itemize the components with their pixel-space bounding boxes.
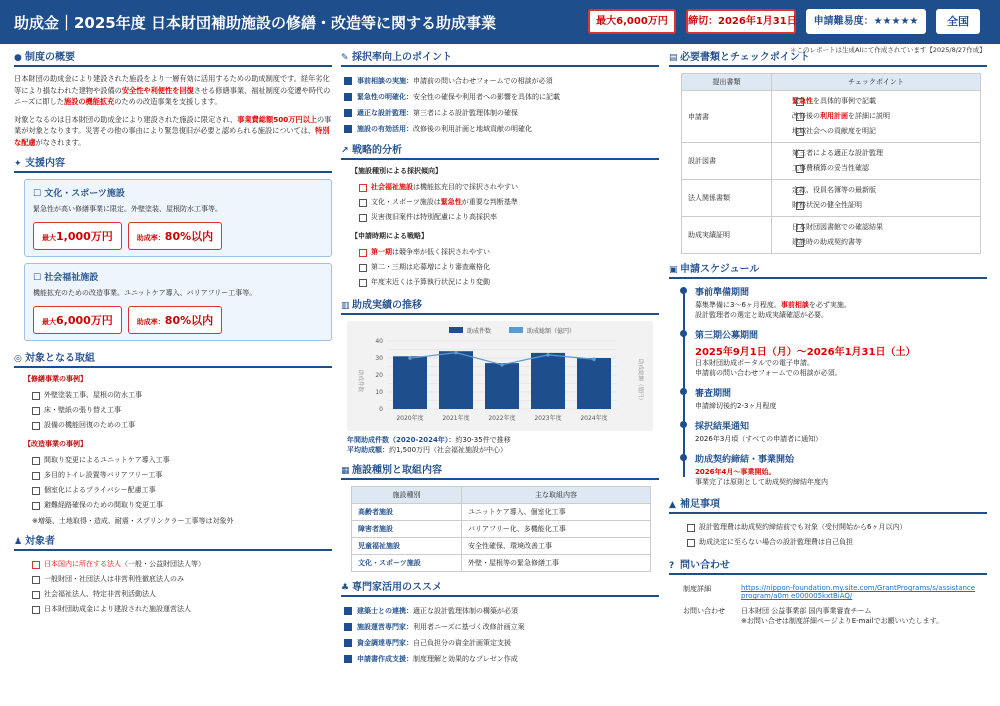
list-item: 建設時の助成契約書等 — [778, 235, 974, 250]
warning-icon: ▲ — [669, 500, 676, 510]
page-title: 助成金｜2025年度 日本財団補助施設の修繕・改造等に関する助成事業 — [14, 14, 496, 32]
col-header: チェックポイント — [772, 74, 981, 91]
total-point — [454, 351, 458, 355]
document-icon: ▤ — [669, 53, 678, 63]
chart-icon: ▥ — [341, 301, 350, 311]
difficulty-badge: 申請難易度：★★★★★ — [806, 9, 926, 34]
section-strategy: ↗ 戦略的分析 — [341, 141, 659, 160]
y-tick-label: 20 — [375, 372, 383, 379]
x-tick-label: 2020年度 — [396, 415, 424, 422]
section-types: ▦ 施設種別と取組内容 — [341, 461, 659, 480]
table-row: 法人関係書類 定款、役員名簿等の最新版 財務状況の健全性証明 — [682, 180, 981, 217]
y-tick-label: 40 — [375, 338, 383, 345]
list-item: 間取り変更によるユニットケア導入工事 — [14, 453, 332, 468]
table-row: 障害者施設 バリアフリー化、多機能化工事 — [352, 521, 651, 538]
section-results: ▥ 助成実績の推移 — [341, 296, 659, 315]
bar — [531, 353, 565, 409]
points-list — [341, 73, 659, 137]
legend-total: 助成総額（億円） — [527, 328, 576, 335]
x-tick-label: 2024年度 — [580, 415, 608, 422]
results-chart — [349, 323, 649, 427]
support-card-desc: 緊急性が高い修繕事業に限定。外壁塗装、屋根防水工事等。 — [33, 205, 222, 213]
user-tie-icon: ♣ — [341, 583, 350, 593]
legend-swatch-total — [509, 327, 523, 333]
col-header: 主な取組内容 — [462, 487, 651, 504]
chart-frame — [347, 321, 653, 431]
timeline-event: 採択結果通知 2026年3月頃（すべての申請者に通知） — [695, 419, 987, 444]
max-amount-badge: 最大6,000万円 — [588, 9, 676, 34]
section-experts: ♣ 専門家活用のススメ — [341, 578, 659, 597]
support-card-culture — [24, 179, 332, 257]
table-row: 高齢者施設 ユニットケア導入、個室化工事 — [352, 504, 651, 521]
table-row: 申請書 緊急性を具体的事例で記載 改修後の利用計画を詳細に説明 地域社会への貢献度を明記 — [682, 91, 981, 143]
list-item: 改修後の利用計画を詳細に説明 — [778, 109, 974, 124]
list-item: 資金調達専門家：自己負担分の資金計画策定支援 — [341, 635, 659, 651]
list-item: 日本財団助成金により建設された施設運営法人 — [14, 602, 332, 617]
support-card-welfare — [24, 263, 332, 341]
timeline-event: 助成契約締結・事業開始 2026年4月～事業開始。 事業完了は原則として助成契約締結年度内 — [695, 452, 987, 487]
overview-p1: 日本財団の助成金により建設された施設をより一層有効に活用するための助成制度です。経年劣化等により損なわれた建物や設備の安全性や利便性を回復させる修繕事業、福祉制度の変遷や時代のニーズに即した施設の機能拡充のための改造事業を支援します。 — [14, 74, 331, 106]
y-tick-label: 0 — [379, 406, 383, 413]
list-item: 第二・三期は応募増により審査厳格化 — [341, 260, 659, 275]
detail-link[interactable]: https://nippon-foundation.my.site.com/GrantPrograms/s/assistanceprogram/a0m e000005kxtBiAQ/ — [741, 584, 976, 600]
section-targets: ◎ 対象となる取組 — [14, 349, 332, 368]
x-tick-label: 2022年度 — [488, 415, 516, 422]
col-header: 施設種別 — [352, 487, 462, 504]
ai-note: ＊このレポートは生成AIにて作成されています【2025/8/27作成】 — [790, 46, 986, 54]
support-card-title: ☐ 文化・スポーツ施設 — [33, 189, 125, 199]
overview-p2: 対象となるのは日本財団の助成金により建設された施設に限定され、事業費総額500万円以上の事業が対象となります。災害その他の事由により緊急復旧が必要と認められる施設については、特別な配慮がなされます。 — [14, 114, 332, 147]
timeline-event: 審査期間 申請締切後約2-3ヶ月程度 — [695, 386, 987, 411]
list-item: 災害復旧案件は特別配慮により高採択率 — [341, 210, 659, 225]
table-row: 助成実績証明 日本財団図書館での確認結果 建設時の助成契約書等 — [682, 217, 981, 254]
total-line — [410, 353, 594, 365]
legend-swatch-count — [449, 327, 463, 333]
section-docs: ▤ 必要書類とチェックポイント — [669, 48, 987, 67]
experts-list — [341, 603, 659, 667]
table-row: お問い合わせ 日本財団 公益事業部 国内事業審査チーム ※お問い合せは制度詳細ページよりE-mailでお願いいたします。 — [683, 607, 944, 625]
section-contact: ? 問い合わせ — [669, 556, 987, 575]
handshake-icon: ✦ — [14, 159, 22, 169]
strategy-h2: 【申請時期による戦略】 — [351, 232, 428, 240]
list-item: 文化・スポーツ施設は緊急性が重要な判断基準 — [341, 195, 659, 210]
support-card-desc: 機能拡充のための改造事業。ユニットケア導入、バリアフリー工事等。 — [33, 289, 257, 297]
list-item: 年度末近くは予算執行状況により変動 — [341, 275, 659, 290]
rate-pill: 助成率：80%以内 — [128, 306, 222, 334]
list-item: 施設運営専門家：利用者ニーズに基づく改修計画立案 — [341, 619, 659, 635]
section-points: ✎ 採択率向上のポイント — [341, 48, 659, 67]
table-row: 児童福祉施設 安全性確保、環境改善工事 — [352, 538, 651, 555]
list-item: 一般財団・社団法人は非営利性徹底法人のみ — [14, 572, 332, 587]
list-item: 床・壁紙の張り替え工事 — [14, 403, 332, 418]
list-item: 日本財団図書館での確認結果 — [778, 220, 974, 235]
targets-note: ※増築、土地取得・造成、耐震・スプリンクラー工事等は対象外 — [32, 517, 234, 525]
list-item: 申請書作成支援：制度理解と効果的なプレゼン作成 — [341, 651, 659, 667]
strategy-h1: 【施設種別による採択傾向】 — [351, 167, 442, 175]
timeline-event: 第三期公募期間 2025年9月1日（月）～2026年1月31日（土） 日本財団助成ポータルでの電子申請。 申請前の問い合わせフォームでの相談が必須。 — [695, 328, 987, 378]
targets-group1: 【修繕事業の事例】 — [24, 375, 87, 383]
list-item: 緊急性の明確化：安全性の確保や利用者への影響を具体的に記載 — [341, 89, 659, 105]
area-badge: 全国 — [936, 9, 980, 34]
target-icon: ◎ — [14, 354, 22, 364]
y-tick-label: 10 — [375, 389, 383, 396]
list-item: 施設の有効活用：改修後の利用計画と地域貢献の明確化 — [341, 121, 659, 137]
list-item: 避難経路確保のための間取り変更工事 — [14, 498, 332, 513]
list-item: 個室化によるプライバシー配慮工事 — [14, 483, 332, 498]
list-item: 社会福祉法人、特定非営利活動法人 — [14, 587, 332, 602]
list-item: 外壁塗装工事、屋根の防水工事 — [14, 388, 332, 403]
list-item: 事前相談の実施：申請前の問い合わせフォームでの相談が必須 — [341, 73, 659, 89]
total-point — [408, 356, 412, 360]
section-support: ✦ 支援内容 — [14, 154, 332, 173]
edit-icon: ✎ — [341, 53, 349, 63]
rate-pill: 助成率：80%以内 — [128, 222, 222, 250]
timeline — [669, 285, 987, 487]
list-item: 設計監理費は助成契約締結前でも対象（受付開始から6ヶ月以内） — [669, 520, 987, 535]
docs-table — [681, 73, 981, 254]
x-tick-label: 2023年度 — [534, 415, 562, 422]
list-item: 建築士との連携：適正な設計監理体制の構築が必須 — [341, 603, 659, 619]
calendar-icon: ▣ — [669, 265, 678, 275]
list-item: 助成決定に至らない場合の設計監理費は自己負担 — [669, 535, 987, 550]
list-item: 工事費積算の妥当性確認 — [778, 161, 974, 176]
header-bar — [0, 0, 1000, 44]
column-left — [14, 48, 332, 617]
legend-count: 助成件数 — [467, 328, 492, 335]
table-row: 文化・スポーツ施設 外壁・屋根等の緊急修繕工事 — [352, 555, 651, 572]
list-item: 財務状況の健全性証明 — [778, 198, 974, 213]
people-icon: ♟ — [14, 537, 23, 547]
list-item: 多目的トイレ設置等バリアフリー工事 — [14, 468, 332, 483]
trend-icon: ↗ — [341, 146, 349, 156]
bar — [439, 351, 473, 409]
section-supp: ▲ 補足事項 — [669, 495, 987, 514]
list-item: 第一期は競争率が低く採択されやすい — [341, 245, 659, 260]
contact-table — [677, 581, 983, 629]
list-item: 日本国内に所在する法人（一般・公益財団法人等） — [14, 557, 332, 572]
info-icon: ● — [14, 53, 22, 63]
building-icon: ▦ — [341, 466, 350, 476]
deadline-badge: 締切：2026年1月31日 — [686, 9, 796, 34]
total-point — [546, 353, 550, 357]
total-point — [592, 357, 596, 361]
bar — [485, 363, 519, 409]
total-point — [500, 363, 504, 367]
y-axis-label: 助成件数 — [357, 369, 363, 393]
section-eligible: ♟ 対象者 — [14, 532, 332, 551]
column-middle — [341, 48, 659, 667]
result-stat-1: 年間助成件数（2020-2024年）：約30-35件で推移 — [347, 436, 511, 444]
table-row: 制度詳細 https://nippon-foundation.my.site.com/GrantPrograms/s/assistanceprogram/a0m e000005kxtBiAQ/ — [677, 581, 983, 603]
y2-axis-label: 助成総額（億円） — [637, 358, 643, 404]
col-header: 提出書類 — [682, 74, 772, 91]
section-overview: ● 制度の概要 — [14, 48, 332, 67]
list-item: 緊急性を具体的事例で記載 — [778, 94, 974, 109]
support-card-title: ☐ 社会福祉施設 — [33, 273, 99, 283]
x-tick-label: 2021年度 — [442, 415, 470, 422]
list-item: 第三者による適正な設計監理 — [778, 146, 974, 161]
timeline-event: 事前準備期間 募集準備に3～6ヶ月程度。事前相談を必ず実施。 設計監理者の選定と助成実績確認が必要。 — [695, 285, 987, 320]
table-row: 設計図書 第三者による適正な設計監理 工事費積算の妥当性確認 — [682, 143, 981, 180]
max-pill: 最大6,000万円 — [33, 306, 122, 334]
bar — [577, 358, 611, 409]
bar — [393, 356, 427, 409]
list-item: 社会福祉施設は機能拡充目的で採択されやすい — [341, 180, 659, 195]
y-tick-label: 30 — [375, 355, 383, 362]
types-table — [351, 486, 651, 572]
help-icon: ? — [669, 561, 675, 571]
section-schedule: ▣ 申請スケジュール — [669, 260, 987, 279]
list-item: 定款、役員名簿等の最新版 — [778, 183, 974, 198]
max-pill: 最大1,000万円 — [33, 222, 122, 250]
list-item: 適正な設計監理：第三者による設計監理体制の確保 — [341, 105, 659, 121]
list-item: 設備の機能回復のための工事 — [14, 418, 332, 433]
column-right — [669, 48, 987, 629]
list-item: 地域社会への貢献度を明記 — [778, 124, 974, 139]
targets-group2: 【改造事業の事例】 — [24, 440, 87, 448]
result-stat-2: 平均助成額：約1,500万円（社会福祉施設が中心） — [347, 446, 508, 454]
